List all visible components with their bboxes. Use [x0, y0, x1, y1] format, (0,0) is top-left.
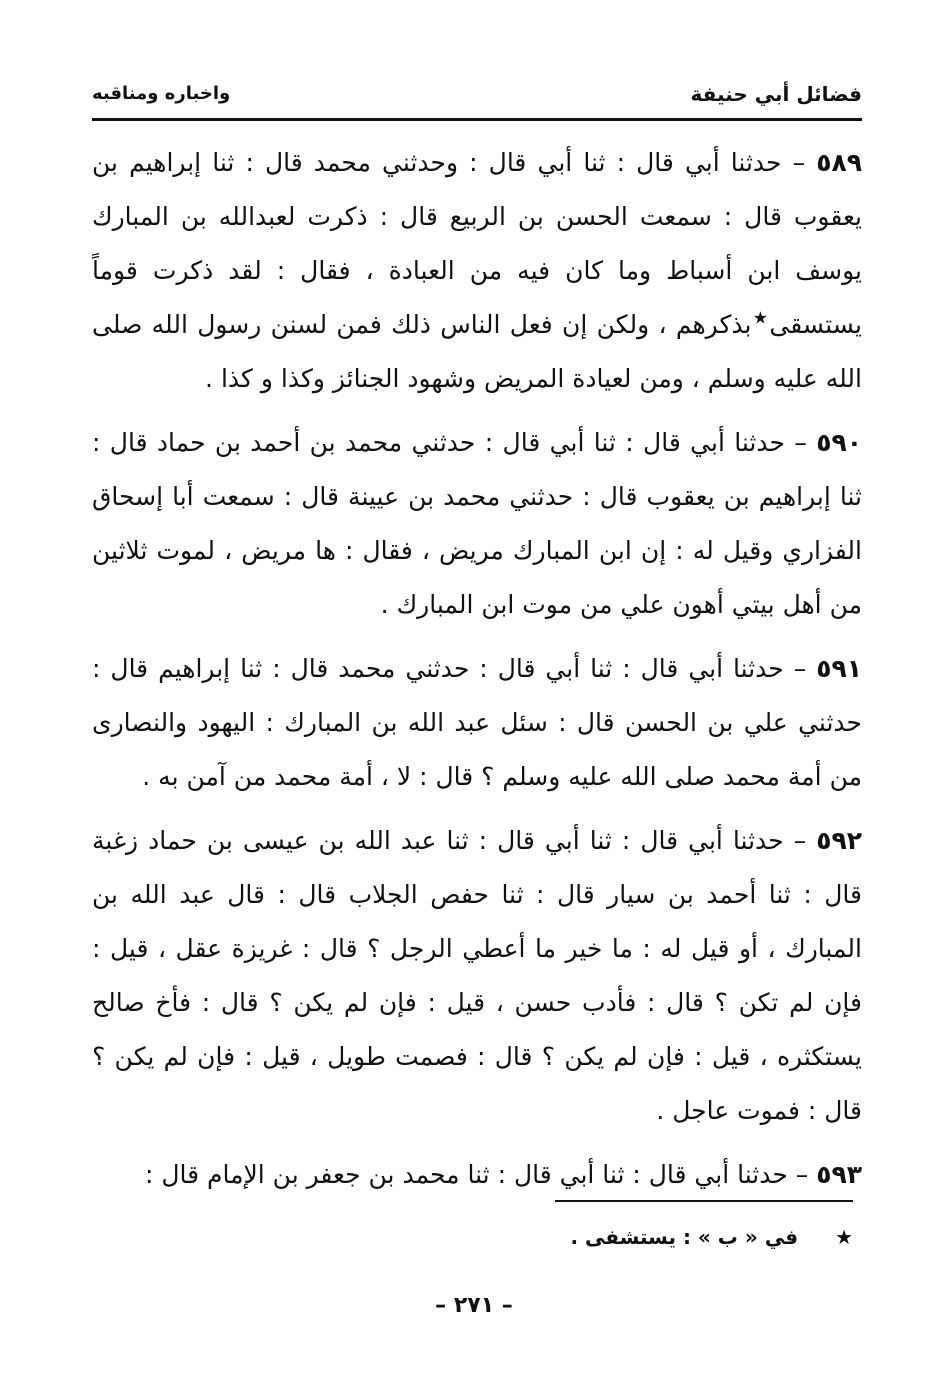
- paragraph-text: – حدثنا أبي قال : ثنا أبي قال : حدثني محمد بن أحمد بن حماد قال : ثنا إبراهيم بن يعقوب قال : حدثني محمد بن عيينة قال : سمعت أبا إسحاق الفزاري وقيل له : إن ابن المبارك مريض ، فقال : ها مريض ، لموت ثلاثين من أهل بيتي أهون علي من موت ابن المبارك .: [92, 428, 862, 619]
- paragraph-number: ٥٨٩: [816, 148, 862, 177]
- footnote-divider: [555, 1200, 853, 1202]
- paragraph-591: [92, 642, 862, 804]
- paragraph-text-continued: بذكرهم ، ولكن إن فعل الناس ذلك فمن لسنن رسول الله صلى الله عليه وسلم ، ومن لعيادة المريض وشهود الجنائز وكذا و كذا .: [92, 310, 862, 393]
- header-divider: [92, 118, 862, 121]
- footnote: [500, 1220, 853, 1254]
- paragraph-number: ٥٩٠: [816, 428, 862, 457]
- footnote-text: في « ب » : يستشفى .: [570, 1225, 799, 1249]
- paragraph-number: ٥٩٣: [816, 1160, 862, 1189]
- paragraph-592: [92, 814, 862, 1138]
- footnote-star-icon: ★: [751, 308, 770, 329]
- paragraph-text: – حدثنا أبي قال : ثنا أبي قال : وحدثني محمد قال : ثنا إبراهيم بن يعقوب قال : سمعت الحسن بن الربيع قال : ذكرت لعبدالله بن المبارك يوسف ابن أسباط وما كان فيه من العبادة ، فقال : لقد ذكرت قوماً يستسقى: [92, 148, 862, 339]
- paragraph-text: – حدثنا أبي قال : ثنا أبي قال : ثنا عبد الله بن عيسى بن حماد زغبة قال : ثنا أحمد بن سيار قال : ثنا حفص الجلاب قال : قال عبد الله بن المبارك ، أو قيل له : ما خير ما أعطي الرجل ؟ قال : غريزة عقل ، قيل : فإن لم تكن ؟ قال : فأدب حسن ، قيل : فإن لم يكن ؟ قال : فأخ صالح يستكثره ، قيل : فإن لم يكن ؟ قال : فصمت طويل ، قيل : فإن لم يكن ؟ قال : فموت عاجل .: [92, 826, 862, 1125]
- paragraph-590: [92, 416, 862, 632]
- main-text: [92, 136, 862, 1212]
- book-title: فضائل أبي حنيفة: [690, 82, 862, 106]
- paragraph-number: ٥٩١: [816, 654, 862, 683]
- paragraph-593: [92, 1148, 862, 1202]
- paragraph-text: – حدثنا أبي قال : ثنا أبي قال : حدثني محمد قال : ثنا إبراهيم قال : حدثني علي بن الحسن قال : سئل عبد الله بن المبارك : اليهود والنصارى من أمة محمد صلى الله عليه وسلم ؟ قال : لا ، أمة محمد من آمن به .: [92, 654, 862, 791]
- paragraph-number: ٥٩٢: [816, 826, 863, 855]
- paragraph-text: – حدثنا أبي قال : ثنا أبي قال : ثنا محمد بن جعفر بن الإمام قال :: [145, 1160, 809, 1189]
- footnote-marker-icon: ★: [835, 1225, 853, 1249]
- running-header: [92, 74, 862, 114]
- section-title: واخباره ومناقبه: [92, 83, 231, 104]
- page-number: – ٢٧١ –: [435, 1293, 513, 1318]
- paragraph-589: [92, 136, 862, 406]
